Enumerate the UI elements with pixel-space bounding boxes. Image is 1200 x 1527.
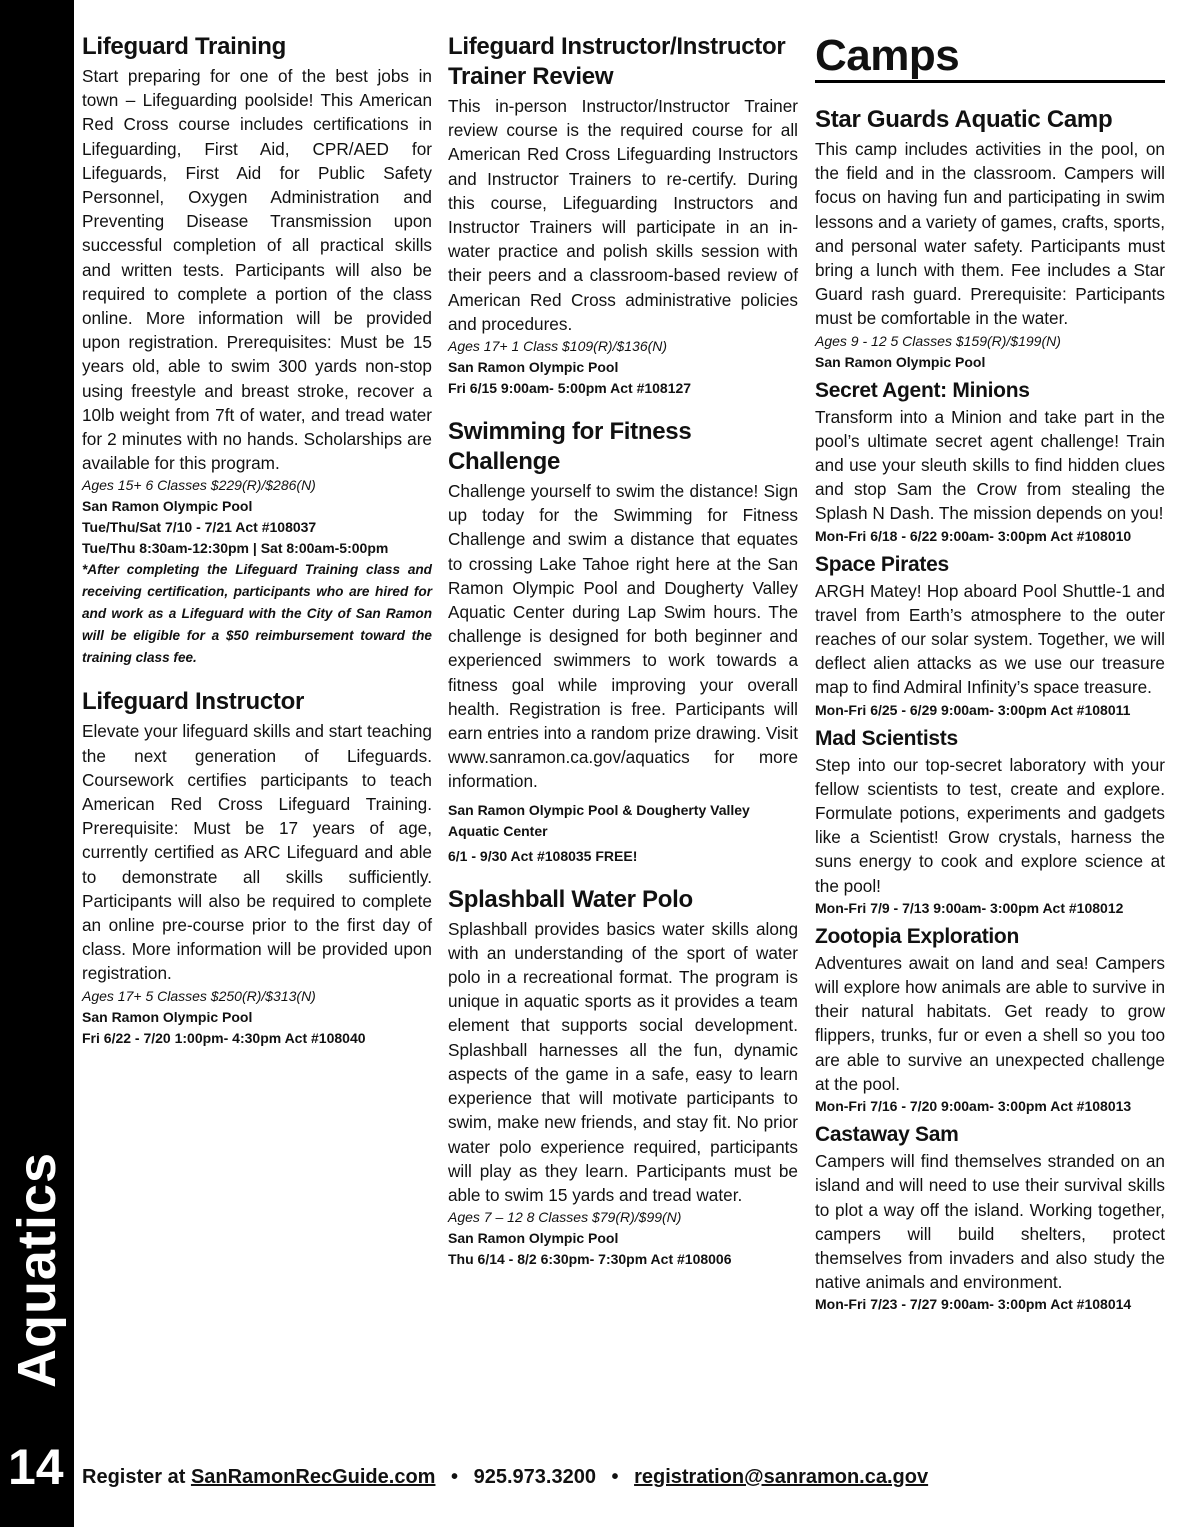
- swimming-fitness-title: Swimming for Fitness Challenge: [448, 418, 692, 476]
- castaway-schedule: Mon-Fri 7/23 - 7/27 9:00am- 3:00pm Act #108014: [815, 1296, 1132, 1313]
- lifeguard-instructor-location: San Ramon Olympic Pool: [82, 1008, 253, 1025]
- zootopia-schedule: Mon-Fri 7/16 - 7/20 9:00am- 3:00pm Act #108013: [815, 1098, 1132, 1115]
- swimming-fitness-section: [448, 417, 798, 867]
- instructor-review-description: This in-person Instructor/Instructor Trainer review course is the required course for all American Red Cross Lifeguarding Instructors and Instructor Trainers to re-certify. During this course, Lifeguarding Instructors and Instructor Trainers will participate in an in-water practice and polish skills session with their peers and a classroom-based review of American Red Cross administrative policies and procedures.: [448, 96, 798, 334]
- star-guards-location: San Ramon Olympic Pool: [815, 353, 986, 370]
- splashball-schedule: Thu 6/14 - 8/2 6:30pm- 7:30pm Act #108006: [448, 1251, 732, 1268]
- website-link[interactable]: SanRamonRecGuide.com: [190, 1466, 436, 1488]
- secret-agent-section: [815, 377, 1165, 547]
- star-guards-section: [815, 105, 1165, 373]
- lifeguard-training-description: Start preparing for one of the best jobs in town – Lifeguarding poolside! This American Red Cross course includes certifications in Lifeguarding, First Aid, CPR/AED for Lifeguards, First Aid for Public Safety Personnel, Oxygen Administration and Preventing Disease Transmission upon successful completion of all practical skills and written tests. Participants will also be required to complete a portion of the class online. More information will be provided upon registration. Prerequisites: Must be 15 years old, able to swim 300 yards non-stop using freestyle and breast stroke, recover a 10lb weight from 7ft of water, and tread water for 2 minutes with no hands. Scholarships are available for this program.: [82, 66, 432, 474]
- footer-separator: •: [451, 1466, 459, 1488]
- secret-agent-schedule: Mon-Fri 6/18 - 6/22 9:00am- 3:00pm Act #108010: [815, 527, 1132, 544]
- secret-agent-title: Secret Agent: Minions: [815, 378, 1030, 402]
- secret-agent-description: Transform into a Minion and take part in the pool’s ultimate secret agent challenge! Train and use your sleuth skills to find hidden clues and stop Sam the Crow from stealing the Splash N Dash. The mission depends on you!: [815, 406, 1165, 524]
- mad-scientists-description: Step into our top-secret laboratory with your fellow scientists to test, create and explore. Formulate potions, experiments and gadgets like a Scientist! Grow crystals, harness the suns energy to cook and explore science at the pool!: [815, 754, 1165, 896]
- column-2: [448, 32, 798, 1270]
- instructor-review-meta: Ages 17+ 1 Class $109(R)/$136(N): [448, 338, 668, 355]
- lifeguard-training-section: [82, 32, 432, 669]
- splashball-section: [448, 885, 798, 1270]
- star-guards-title: Star Guards Aquatic Camp: [815, 106, 1113, 133]
- swimming-fitness-schedule: 6/1 - 9/30 Act #108035 FREE!: [448, 847, 638, 864]
- lifeguard-instructor-schedule: Fri 6/22 - 7/20 1:00pm- 4:30pm Act #108040: [82, 1029, 366, 1046]
- page-number: 14: [8, 1439, 64, 1495]
- space-pirates-description: ARGH Matey! Hop aboard Pool Shuttle-1 and travel from Earth’s atmosphere to the outer reaches of our solar system. Together, we will deflect alien attacks as we use our treasure map to find Admiral Infinity’s space treasure.: [815, 580, 1165, 698]
- lifeguard-instructor-title: Lifeguard Instructor: [82, 688, 305, 716]
- sidebar-band: [0, 0, 74, 1527]
- castaway-description: Campers will find themselves stranded on an island and will need to use their survival skills to plot a way off the island. Working together, campers will build shelters, protect themselves from invaders and also study the native animals and environment.: [815, 1151, 1165, 1293]
- swimming-fitness-description: Challenge yourself to swim the distance! Sign up today for the Swimming for Fitness Challenge and swim a distance that equates to crossing Lake Tahoe right here at the San Ramon Olympic Pool and Dougherty Valley Aquatic Center during Lap Swim hours. The challenge is designed for both beginner and experienced swimmers to work towards a fitness goal while improving your overall health. Registration is free. Participants will earn entries into a random prize drawing. Visit www.sanramon.ca.gov/aquatics for more information.: [448, 481, 798, 792]
- star-guards-meta: Ages 9 - 12 5 Classes $159(R)/$199(N): [815, 332, 1061, 349]
- instructor-review-schedule: Fri 6/15 9:00am- 5:00pm Act #108127: [448, 380, 692, 397]
- lifeguard-training-note: *After completing the Lifeguard Training class and receiving certification, participants who are hired for and work as a Lifeguard with the City of San Ramon will be eligible for a $50 reimbursement toward the training class fee.: [82, 562, 432, 666]
- star-guards-description: This camp includes activities in the pool, on the field and in the classroom. Campers will focus on having fun and participating in swim lessons and a variety of games, crafts, sports, and personal water safety. Participants must bring a lunch with them. Fee includes a Star Guard rash guard. Prerequisite: Participants must be comfortable in the water.: [815, 139, 1165, 329]
- zootopia-section: [815, 923, 1165, 1117]
- castaway-section: [815, 1121, 1165, 1315]
- mad-scientists-schedule: Mon-Fri 7/9 - 7/13 9:00am- 3:00pm Act #108012: [815, 899, 1124, 916]
- email-link[interactable]: registration@sanramon.ca.gov: [634, 1466, 929, 1488]
- column-3: [815, 32, 1165, 1315]
- phone-number: 925.973.3200: [473, 1466, 596, 1488]
- instructor-review-section: [448, 32, 798, 399]
- space-pirates-schedule: Mon-Fri 6/25 - 6/29 9:00am- 3:00pm Act #108011: [815, 701, 1131, 718]
- lifeguard-training-times: Tue/Thu 8:30am-12:30pm | Sat 8:00am-5:00pm: [82, 540, 389, 557]
- lifeguard-instructor-meta: Ages 17+ 5 Classes $250(R)/$313(N): [82, 987, 316, 1004]
- mad-scientists-section: [815, 725, 1165, 919]
- lifeguard-training-title: Lifeguard Training: [82, 33, 286, 60]
- lifeguard-training-location: San Ramon Olympic Pool: [82, 498, 253, 515]
- column-1: [82, 32, 432, 1049]
- camps-heading-rule: [815, 32, 1165, 83]
- splashball-title: Splashball Water Polo: [448, 885, 693, 913]
- splashball-location: San Ramon Olympic Pool: [448, 1230, 619, 1247]
- swimming-fitness-location: San Ramon Olympic Pool & Dougherty Valley Aquatic Center: [448, 801, 750, 839]
- zootopia-title: Zootopia Exploration: [815, 924, 1019, 948]
- lifeguard-instructor-description: Elevate your lifeguard skills and start teaching the next generation of Lifeguards. Coursework certifies participants to teach American Red Cross Lifeguard Training. Prerequisite: Must be 17 years of age, currently certified as ARC Lifeguard and able to demonstrate all skills sufficiently. Participants will also be required to complete an online pre-course prior to the first day of class. More information will be provided upon registration.: [82, 721, 432, 984]
- space-pirates-section: [815, 551, 1165, 721]
- section-tab-title: Aquatics: [7, 1151, 67, 1389]
- zootopia-description: Adventures await on land and sea! Campers will explore how animals are able to survive in their natural habitats. Get ready to grow flippers, trunks, fur or even a shell so you too are able to survive an unexpected challenge at the pool.: [815, 952, 1165, 1094]
- lifeguard-instructor-section: [82, 687, 432, 1048]
- lifeguard-training-schedule: Tue/Thu/Sat 7/10 - 7/21 Act #108037: [82, 519, 317, 536]
- instructor-review-title: Lifeguard Instructor/Instructor Trainer Review: [448, 33, 786, 90]
- instructor-review-location: San Ramon Olympic Pool: [448, 359, 619, 376]
- camps-heading: Camps: [815, 31, 960, 80]
- splashball-description: Splashball provides basics water skills along with an understanding of the sport of water polo in a recreational format. The program is unique in aquatic sports as it provides a team element that supports social development. Splashball harnesses all the fun, dynamic aspects of the game in a safe, easy to learn experience that will motivate participants to swim, make new friends, and stay fit. No prior water polo experience required, participants will play as they learn. Participants must be able to swim 15 yards and tread water.: [448, 918, 798, 1205]
- lifeguard-training-meta: Ages 15+ 6 Classes $229(R)/$286(N): [82, 477, 316, 494]
- castaway-title: Castaway Sam: [815, 1123, 959, 1147]
- space-pirates-title: Space Pirates: [815, 552, 949, 576]
- mad-scientists-title: Mad Scientists: [815, 726, 958, 750]
- splashball-meta: Ages 7 – 12 8 Classes $79(R)/$99(N): [448, 1209, 682, 1226]
- footer-prefix: Register at: [82, 1466, 191, 1488]
- footer-separator: •: [611, 1466, 619, 1488]
- registration-footer: [82, 1466, 1182, 1489]
